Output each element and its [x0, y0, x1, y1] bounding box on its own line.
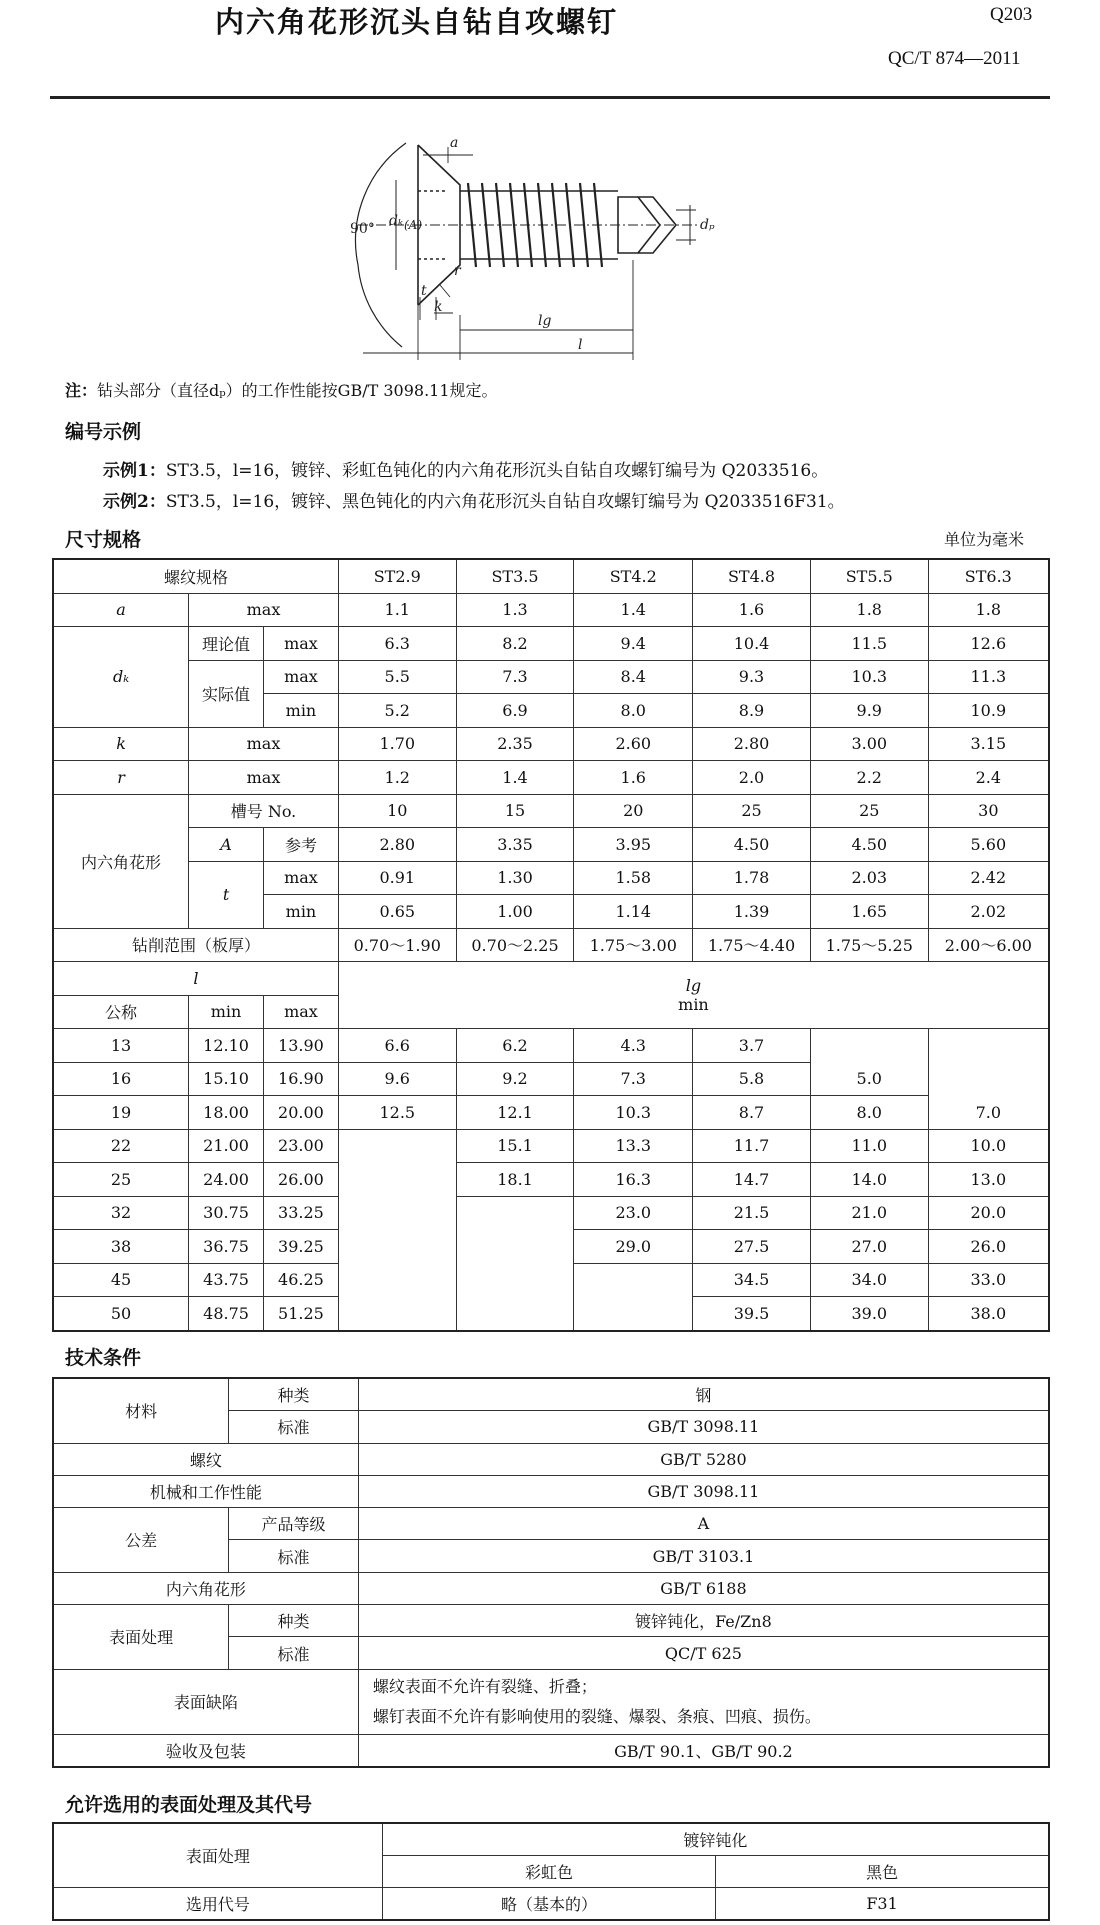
optional-head-row [53, 1823, 1049, 1856]
value-cell: 9.9 [810, 694, 928, 728]
length-min-cell: 18.00 [189, 1096, 264, 1130]
lg-value-cell: 13.0 [928, 1163, 1049, 1197]
length-row [53, 1129, 1049, 1163]
tolerance-grade-row [53, 1508, 1049, 1540]
nominal-length-cell: 38 [53, 1230, 189, 1264]
lg-value-cell: 34.5 [693, 1263, 811, 1297]
value-cell: 1.75～4.40 [693, 928, 811, 962]
lg-value-cell [338, 1297, 456, 1331]
l-header-row [53, 962, 1049, 996]
lg-value-cell [810, 1029, 928, 1063]
value-cell: 9.4 [574, 627, 693, 661]
nominal-label: 公称 [53, 995, 189, 1029]
tolerance-std-value: GB/T 3103.1 [358, 1540, 1049, 1572]
angle-label: 90° [350, 221, 375, 237]
min-label: min [189, 995, 264, 1029]
lg-value-cell: 11.0 [810, 1129, 928, 1163]
A-label: (A) [404, 218, 423, 232]
surface-kind-value: 镀锌钝化，Fe/Zn8 [358, 1605, 1049, 1637]
value-cell: 1.70 [338, 727, 456, 761]
doc-code: Q203 [990, 4, 1033, 25]
a-label: a [450, 135, 459, 151]
lg-value-cell: 4.3 [574, 1029, 693, 1063]
lg-value-cell [456, 1230, 574, 1264]
standard-label: 标准 [229, 1637, 359, 1669]
length-row [53, 1297, 1049, 1331]
dimensions-heading: 尺寸规格 [65, 529, 142, 551]
header-rule [50, 96, 1050, 99]
nominal-length-cell: 50 [53, 1297, 189, 1331]
value-cell: 2.35 [456, 727, 574, 761]
spec-cell: ST5.5 [810, 559, 928, 593]
value-cell: 20 [574, 794, 693, 828]
max-label: max [264, 861, 339, 895]
l-label-cell: l [53, 962, 338, 996]
value-cell: 0.70～2.25 [456, 928, 574, 962]
lg-value-cell: 23.0 [574, 1196, 693, 1230]
length-max-cell: 16.90 [264, 1062, 339, 1096]
length-row [53, 1096, 1049, 1130]
value-cell: 6.3 [338, 627, 456, 661]
length-max-cell: 13.90 [264, 1029, 339, 1063]
lg-value-cell: 21.0 [810, 1196, 928, 1230]
min-label: min [264, 694, 339, 728]
value-cell: 10.3 [810, 660, 928, 694]
lg-label: lg [538, 313, 552, 329]
nominal-length-cell: 22 [53, 1129, 189, 1163]
spec-cell: ST4.8 [693, 559, 811, 593]
length-row [53, 1062, 1049, 1096]
lg-value-cell: 39.0 [810, 1297, 928, 1331]
value-cell: 1.75～3.00 [574, 928, 693, 962]
material-label: 材料 [53, 1378, 229, 1443]
max-label: max [189, 761, 339, 795]
hexalobular-label: 内六角花形 [53, 794, 189, 928]
technical-table [52, 1377, 1050, 1768]
example-2-text: ST3.5，l=16，镀锌、黑色钝化的内六角花形沉头自钻自攻螺钉编号为 Q2033516F31。 [165, 492, 845, 512]
value-cell: 1.3 [456, 593, 574, 627]
value-cell: 10.4 [693, 627, 811, 661]
screw-drawing [338, 125, 748, 365]
length-row [53, 1196, 1049, 1230]
drill-row [53, 928, 1049, 962]
surface-label: 表面处理 [53, 1605, 229, 1670]
length-min-cell: 36.75 [189, 1230, 264, 1264]
value-cell: 1.4 [456, 761, 574, 795]
length-min-cell: 15.10 [189, 1062, 264, 1096]
lg-value-cell: 26.0 [928, 1230, 1049, 1264]
value-cell: 2.03 [810, 861, 928, 895]
spec-label: 螺纹规格 [53, 559, 338, 593]
spec-cell: ST3.5 [456, 559, 574, 593]
thread-value: GB/T 5280 [358, 1443, 1049, 1475]
nominal-length-cell: 45 [53, 1263, 189, 1297]
value-cell: 5.2 [338, 694, 456, 728]
k-label-cell: k [53, 727, 189, 761]
t-label-cell: t [189, 861, 264, 928]
actual-label: 实际值 [189, 660, 264, 727]
value-cell: 25 [693, 794, 811, 828]
technical-heading: 技术条件 [65, 1347, 142, 1369]
surface-kind-row [53, 1605, 1049, 1637]
lg-value-cell: 12.1 [456, 1096, 574, 1130]
optional-code-row [53, 1888, 1049, 1921]
lg-value-cell: 10.0 [928, 1129, 1049, 1163]
defects-row [53, 1669, 1049, 1734]
value-cell: 1.6 [693, 593, 811, 627]
dk-theory-row [53, 627, 1049, 661]
length-min-cell: 43.75 [189, 1263, 264, 1297]
value-cell: 2.4 [928, 761, 1049, 795]
value-cell: 1.1 [338, 593, 456, 627]
grade-value: A [358, 1508, 1049, 1540]
unit-note: 单位为毫米 [944, 530, 1025, 549]
spec-cell: ST4.2 [574, 559, 693, 593]
value-cell: 1.8 [810, 593, 928, 627]
numbering-heading: 编号示例 [65, 421, 142, 443]
lg-min-label: min [678, 995, 709, 1014]
value-cell: 5.60 [928, 828, 1049, 862]
drill-note [65, 378, 498, 401]
material-kind-row [53, 1378, 1049, 1411]
example-2 [103, 487, 845, 512]
value-cell: 4.50 [810, 828, 928, 862]
dimension-table [52, 558, 1050, 1332]
page-title: 内六角花形沉头自钻自攻螺钉 [215, 5, 619, 39]
lg-value-cell [338, 1129, 456, 1163]
lg-value-cell: 14.7 [693, 1163, 811, 1197]
length-row [53, 1163, 1049, 1197]
defects-label: 表面缺陷 [53, 1669, 358, 1734]
lg-value-cell [928, 1029, 1049, 1063]
mech-value: GB/T 3098.11 [358, 1475, 1049, 1507]
standard-number: QC/T 874—2011 [888, 48, 1021, 69]
lg-header [338, 962, 1049, 1029]
r-row [53, 761, 1049, 795]
lg-value-cell: 7.0 [928, 1096, 1049, 1130]
lg-value-cell [338, 1163, 456, 1197]
a-label-cell: a [53, 593, 189, 627]
lg-value-cell: 27.0 [810, 1230, 928, 1264]
nominal-length-cell: 13 [53, 1029, 189, 1063]
hex-value: GB/T 6188 [358, 1572, 1049, 1604]
standard-label: 标准 [229, 1411, 359, 1443]
length-min-cell: 48.75 [189, 1297, 264, 1331]
value-cell: 1.2 [338, 761, 456, 795]
lg-value-cell: 6.6 [338, 1029, 456, 1063]
drill-label: 钻削范围（板厚） [53, 928, 338, 962]
lg-value-cell: 38.0 [928, 1297, 1049, 1331]
mech-label: 机械和工作性能 [53, 1475, 358, 1507]
length-max-cell: 20.00 [264, 1096, 339, 1130]
lg-value-cell: 16.3 [574, 1163, 693, 1197]
lg-value-cell: 7.3 [574, 1062, 693, 1096]
value-cell: 5.5 [338, 660, 456, 694]
lg-value-cell: 8.7 [693, 1096, 811, 1130]
dk-label-cell: dₖ [53, 627, 189, 728]
example-1-label: 示例1： [103, 461, 166, 481]
lg-value-cell [456, 1196, 574, 1230]
material-std-value: GB/T 3098.11 [358, 1411, 1049, 1443]
dp-label: dₚ [700, 217, 715, 233]
value-cell: 0.70～1.90 [338, 928, 456, 962]
value-cell: 1.78 [693, 861, 811, 895]
value-cell: 2.00～6.00 [928, 928, 1049, 962]
r-label: r [454, 263, 461, 279]
lg-value-cell: 29.0 [574, 1230, 693, 1264]
optional-surface-label: 表面处理 [53, 1823, 382, 1888]
value-cell: 8.9 [693, 694, 811, 728]
value-cell: 1.75～5.25 [810, 928, 928, 962]
ref-label: 参考 [264, 828, 339, 862]
length-max-cell: 23.00 [264, 1129, 339, 1163]
dk-label: dₖ [389, 213, 404, 229]
example-2-label: 示例2： [103, 492, 166, 512]
a-row [53, 593, 1049, 627]
value-cell: 1.8 [928, 593, 1049, 627]
length-max-cell: 33.25 [264, 1196, 339, 1230]
value-cell: 30 [928, 794, 1049, 828]
lg-value-cell: 18.1 [456, 1163, 574, 1197]
value-cell: 2.80 [693, 727, 811, 761]
lg-value-cell: 6.2 [456, 1029, 574, 1063]
zinc-label: 镀锌钝化 [382, 1823, 1049, 1856]
mech-row [53, 1475, 1049, 1507]
lg-label: lg [685, 976, 702, 995]
length-row [53, 1263, 1049, 1297]
lg-value-cell: 9.2 [456, 1062, 574, 1096]
spec-cell: ST2.9 [338, 559, 456, 593]
value-cell: 1.65 [810, 895, 928, 929]
thread-row [53, 1443, 1049, 1475]
lg-value-cell: 5.8 [693, 1062, 811, 1096]
lg-value-cell: 27.5 [693, 1230, 811, 1264]
value-cell: 3.15 [928, 727, 1049, 761]
nominal-length-cell: 32 [53, 1196, 189, 1230]
value-cell: 2.42 [928, 861, 1049, 895]
value-cell: 11.5 [810, 627, 928, 661]
lg-value-cell: 9.6 [338, 1062, 456, 1096]
lg-value-cell: 8.0 [810, 1096, 928, 1130]
lg-value-cell: 3.7 [693, 1029, 811, 1063]
length-max-cell: 39.25 [264, 1230, 339, 1264]
kind-label: 种类 [229, 1378, 359, 1411]
length-min-cell: 30.75 [189, 1196, 264, 1230]
thread-label: 螺纹 [53, 1443, 358, 1475]
example-1-text: ST3.5，l=16，镀锌、彩虹色钝化的内六角花形沉头自钻自攻螺钉编号为 Q2033516。 [165, 461, 829, 481]
lg-value-cell: 15.1 [456, 1129, 574, 1163]
nominal-length-cell: 19 [53, 1096, 189, 1130]
value-cell: 7.3 [456, 660, 574, 694]
lg-value-cell: 20.0 [928, 1196, 1049, 1230]
r-label-cell: r [53, 761, 189, 795]
lg-value-cell [338, 1263, 456, 1297]
tolerance-label: 公差 [53, 1508, 229, 1573]
value-cell: 4.50 [693, 828, 811, 862]
black-label: 黑色 [716, 1856, 1049, 1888]
hex-label: 内六角花形 [53, 1572, 358, 1604]
value-cell: 6.9 [456, 694, 574, 728]
k-label: k [434, 299, 443, 315]
slot-label: 槽号 No. [189, 794, 339, 828]
accept-value: GB/T 90.1、GB/T 90.2 [358, 1734, 1049, 1767]
value-cell: 9.3 [693, 660, 811, 694]
value-cell: 0.65 [338, 895, 456, 929]
defect-line-1: 螺纹表面不允许有裂缝、折叠； [372, 1676, 597, 1696]
length-max-cell: 46.25 [264, 1263, 339, 1297]
max-label: max [264, 660, 339, 694]
lg-value-cell: 10.3 [574, 1096, 693, 1130]
l-label: l [578, 337, 583, 353]
kind-label: 种类 [229, 1605, 359, 1637]
standard-label: 标准 [229, 1540, 359, 1572]
code-label: 选用代号 [53, 1888, 382, 1921]
nominal-length-cell: 25 [53, 1163, 189, 1197]
lg-value-cell [928, 1062, 1049, 1096]
material-kind-value: 钢 [358, 1378, 1049, 1411]
length-min-cell: 21.00 [189, 1129, 264, 1163]
value-cell: 3.95 [574, 828, 693, 862]
t-label: t [421, 283, 427, 299]
lg-value-cell: 39.5 [693, 1297, 811, 1331]
lg-value-cell [456, 1263, 574, 1297]
max-label: max [189, 593, 339, 627]
theory-label: 理论值 [189, 627, 264, 661]
spec-cell: ST6.3 [928, 559, 1049, 593]
value-cell: 12.6 [928, 627, 1049, 661]
lg-value-cell: 13.3 [574, 1129, 693, 1163]
value-cell: 1.39 [693, 895, 811, 929]
value-cell: 1.30 [456, 861, 574, 895]
value-cell: 1.00 [456, 895, 574, 929]
value-cell: 10 [338, 794, 456, 828]
defects-value [358, 1669, 1049, 1734]
rainbow-code: 略（基本的） [382, 1888, 715, 1921]
value-cell: 2.60 [574, 727, 693, 761]
t-max-row [53, 861, 1049, 895]
length-min-cell: 24.00 [189, 1163, 264, 1197]
value-cell: 2.80 [338, 828, 456, 862]
value-cell: 1.58 [574, 861, 693, 895]
lg-value-cell [456, 1297, 574, 1331]
defect-line-2: 螺钉表面不允许有影响使用的裂缝、爆裂、条痕、凹痕、损伤。 [372, 1706, 821, 1726]
value-cell: 1.6 [574, 761, 693, 795]
note-label: 注： [65, 381, 98, 400]
black-code: F31 [716, 1888, 1049, 1921]
value-cell: 1.14 [574, 895, 693, 929]
value-cell: 11.3 [928, 660, 1049, 694]
min-label: min [264, 895, 339, 929]
accept-row [53, 1734, 1049, 1767]
lg-value-cell [338, 1230, 456, 1264]
value-cell: 10.9 [928, 694, 1049, 728]
max-label: max [189, 727, 339, 761]
slot-row [53, 794, 1049, 828]
note-text: 钻头部分（直径dₚ）的工作性能按GB/T 3098.11规定。 [97, 381, 498, 400]
dk-actual-max-row [53, 660, 1049, 694]
value-cell: 2.0 [693, 761, 811, 795]
lg-value-cell [574, 1263, 693, 1297]
A-label-cell: A [189, 828, 264, 862]
value-cell: 0.91 [338, 861, 456, 895]
value-cell: 8.2 [456, 627, 574, 661]
optional-table [52, 1822, 1050, 1921]
lg-value-cell [338, 1196, 456, 1230]
A-row [53, 828, 1049, 862]
value-cell: 8.4 [574, 660, 693, 694]
length-row [53, 1230, 1049, 1264]
value-cell: 2.2 [810, 761, 928, 795]
lg-value-cell: 12.5 [338, 1096, 456, 1130]
accept-label: 验收及包装 [53, 1734, 358, 1767]
length-min-cell: 12.10 [189, 1029, 264, 1063]
value-cell: 8.0 [574, 694, 693, 728]
value-cell: 1.4 [574, 593, 693, 627]
spec-row [53, 559, 1049, 593]
length-row [53, 1029, 1049, 1063]
lg-value-cell: 5.0 [810, 1062, 928, 1096]
surface-std-value: QC/T 625 [358, 1637, 1049, 1669]
rainbow-label: 彩虹色 [382, 1856, 715, 1888]
k-row [53, 727, 1049, 761]
nominal-length-cell: 16 [53, 1062, 189, 1096]
value-cell: 2.02 [928, 895, 1049, 929]
example-1 [103, 456, 828, 481]
max-label: max [264, 995, 339, 1029]
max-label: max [264, 627, 339, 661]
value-cell: 3.35 [456, 828, 574, 862]
length-max-cell: 51.25 [264, 1297, 339, 1331]
lg-value-cell: 11.7 [693, 1129, 811, 1163]
value-cell: 25 [810, 794, 928, 828]
value-cell: 3.00 [810, 727, 928, 761]
lg-value-cell: 34.0 [810, 1263, 928, 1297]
lg-value-cell: 14.0 [810, 1163, 928, 1197]
grade-label: 产品等级 [229, 1508, 359, 1540]
value-cell: 15 [456, 794, 574, 828]
lg-value-cell: 21.5 [693, 1196, 811, 1230]
optional-heading: 允许选用的表面处理及其代号 [65, 1794, 313, 1816]
lg-value-cell [574, 1297, 693, 1331]
length-rows [53, 1029, 1049, 1331]
hex-row [53, 1572, 1049, 1604]
length-max-cell: 26.00 [264, 1163, 339, 1197]
lg-value-cell: 33.0 [928, 1263, 1049, 1297]
